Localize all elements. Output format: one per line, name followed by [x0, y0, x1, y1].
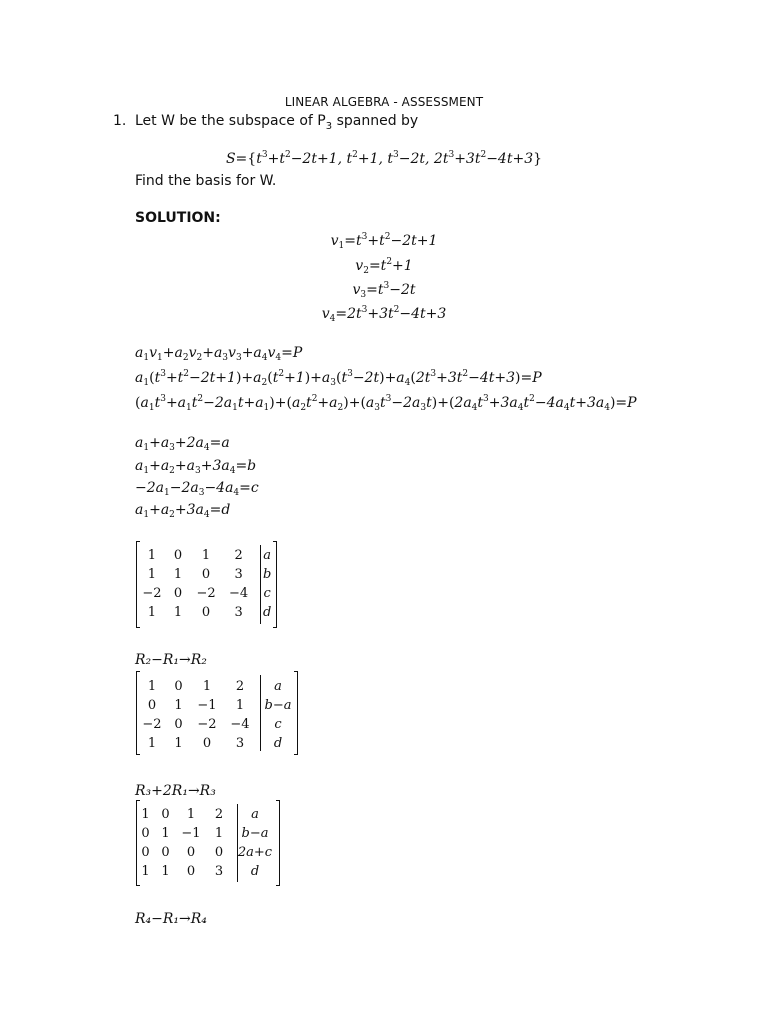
- question-prompt: [135, 113, 418, 132]
- matrix-cell: 0: [173, 586, 183, 601]
- matrix-cell: 0: [141, 845, 150, 860]
- row-operation-2: R₃+2R₁→R₃: [135, 783, 216, 799]
- matrix-cell: 0: [201, 567, 211, 582]
- matrix-cell: 0: [174, 717, 183, 732]
- system-equation-3: $-2a_1-2a_3-4a_4=c$: [135, 480, 259, 498]
- distributed-combination-equation: $(a_1t^3+a_1t^2-2a_1t+a_1)+(a_2t^2+a_2)+(a_3t^3-2a_3t)+(2a_4t^3+3a_4t^2-4a_4t+3a_4)=P$: [135, 394, 637, 413]
- matrix-row: [138, 862, 276, 881]
- matrix-cell: a: [274, 679, 282, 694]
- matrix-cell: 1: [235, 698, 245, 713]
- matrix-cell: −1: [197, 698, 217, 713]
- matrix-cell: 1: [141, 864, 150, 879]
- system-equation-4: $a_1+a_2+3a_4=d$: [135, 502, 231, 520]
- augmented-matrix-step-1: [136, 671, 298, 755]
- row-operation-3: R₄−R₁→R₄: [135, 911, 207, 927]
- matrix-entries: [138, 805, 276, 881]
- linear-combination-equation: $a_1v_1+a_2v_2+a_3v_3+a_4v_4=P$: [135, 345, 303, 363]
- solution-label: SOLUTION:: [135, 210, 221, 226]
- matrix-cell: d: [273, 736, 283, 751]
- v1-equation: $v_1=t^3+t^2-2t+1$: [330, 232, 438, 251]
- matrix-cell: −2: [196, 586, 216, 601]
- augmented-matrix-step-2: [136, 800, 280, 886]
- matrix-cell: −1: [181, 826, 201, 841]
- question-prompt-subscript: 3: [325, 120, 333, 132]
- matrix-cell: 1: [174, 736, 183, 751]
- matrix-cell: a: [263, 548, 272, 563]
- question-prompt-text: Let W be the subspace of P: [135, 113, 326, 129]
- question-number: 1.: [113, 113, 127, 129]
- matrix-cell: 1: [174, 698, 183, 713]
- matrix-cell: 1: [147, 736, 157, 751]
- system-equation-2: $a_1+a_2+a_3+3a_4=b$: [135, 458, 257, 476]
- matrix-cell: −4: [230, 717, 250, 732]
- expanded-combination-equation: $a_1(t^3+t^2-2t+1)+a_2(t^2+1)+a_3(t^3-2t)+a_4(2t^3+3t^2-4t+3)=P$: [135, 369, 542, 388]
- matrix-cell: −4: [229, 586, 249, 601]
- matrix-cell: 0: [202, 736, 212, 751]
- matrix-right-bracket: [276, 800, 280, 886]
- matrix-cell: d: [250, 864, 260, 879]
- matrix-cell: 0: [186, 864, 196, 879]
- matrix-row: [140, 546, 277, 565]
- v4-equation: $v_4=2t^3+3t^2-4t+3$: [321, 305, 447, 324]
- matrix-cell: d: [263, 605, 272, 620]
- matrix-cell: 1: [186, 807, 196, 822]
- augmented-matrix-initial: [136, 541, 277, 628]
- matrix-cell: 1: [173, 567, 183, 582]
- matrix-cell: 0: [201, 605, 211, 620]
- matrix-cell: c: [274, 717, 282, 732]
- matrix-row: [138, 805, 276, 824]
- matrix-cell: 3: [234, 567, 243, 582]
- matrix-cell: 0: [214, 845, 224, 860]
- matrix-cell: 0: [186, 845, 196, 860]
- matrix-cell: c: [263, 586, 271, 601]
- matrix-cell: 1: [147, 548, 157, 563]
- matrix-row: [140, 734, 297, 753]
- matrix-row: [140, 584, 277, 603]
- matrix-cell: 0: [147, 698, 157, 713]
- matrix-cell: b−a: [241, 826, 269, 841]
- matrix-cell: 3: [214, 864, 224, 879]
- matrix-cell: −2: [142, 717, 162, 732]
- question-prompt-tail: spanned by: [332, 113, 419, 129]
- matrix-row: [140, 715, 297, 734]
- matrix-row: [140, 677, 297, 696]
- v3-equation: $v_3=t^3-2t$: [352, 281, 416, 300]
- matrix-cell: 1: [161, 826, 170, 841]
- matrix-cell: 3: [235, 736, 245, 751]
- matrix-cell: 2: [235, 679, 245, 694]
- matrix-cell: 1: [161, 864, 170, 879]
- matrix-row: [138, 824, 276, 843]
- matrix-cell: 1: [147, 567, 157, 582]
- row-operation-1: R₂−R₁→R₂: [135, 652, 207, 668]
- matrix-cell: 2: [214, 807, 224, 822]
- matrix-cell: b: [263, 567, 272, 582]
- matrix-cell: 0: [174, 679, 183, 694]
- matrix-cell: a: [251, 807, 259, 822]
- matrix-cell: 0: [173, 548, 183, 563]
- matrix-cell: 0: [141, 826, 150, 841]
- matrix-cell: 2a+c: [237, 845, 273, 860]
- find-basis-text: Find the basis for W.: [135, 173, 277, 189]
- matrix-row: [140, 565, 277, 584]
- matrix-cell: 1: [141, 807, 150, 822]
- matrix-cell: 1: [202, 679, 212, 694]
- span-set-equation: $S=\{t^3+t^2-2t+1$, $t^2+1$, $t^3-2t$, $2t^3+3t^2-4t+3$}: [225, 150, 543, 167]
- matrix-cell: 3: [234, 605, 243, 620]
- matrix-row: [140, 696, 297, 715]
- v2-equation: $v_2=t^2+1$: [355, 257, 413, 276]
- matrix-cell: 0: [161, 807, 170, 822]
- matrix-cell: 1: [214, 826, 224, 841]
- matrix-cell: 1: [173, 605, 183, 620]
- matrix-cell: 0: [161, 845, 170, 860]
- matrix-cell: b−a: [264, 698, 292, 713]
- matrix-cell: 1: [201, 548, 211, 563]
- matrix-cell: −2: [197, 717, 217, 732]
- matrix-row: [138, 843, 276, 862]
- matrix-cell: 2: [234, 548, 243, 563]
- matrix-entries: [140, 677, 297, 753]
- matrix-entries: [140, 546, 277, 622]
- matrix-cell: 1: [147, 679, 157, 694]
- page-title: LINEAR ALGEBRA - ASSESSMENT: [284, 95, 484, 109]
- matrix-cell: −2: [142, 586, 162, 601]
- system-equation-1: $a_1+a_3+2a_4=a$: [135, 435, 230, 453]
- matrix-cell: 1: [147, 605, 157, 620]
- matrix-row: [140, 603, 277, 622]
